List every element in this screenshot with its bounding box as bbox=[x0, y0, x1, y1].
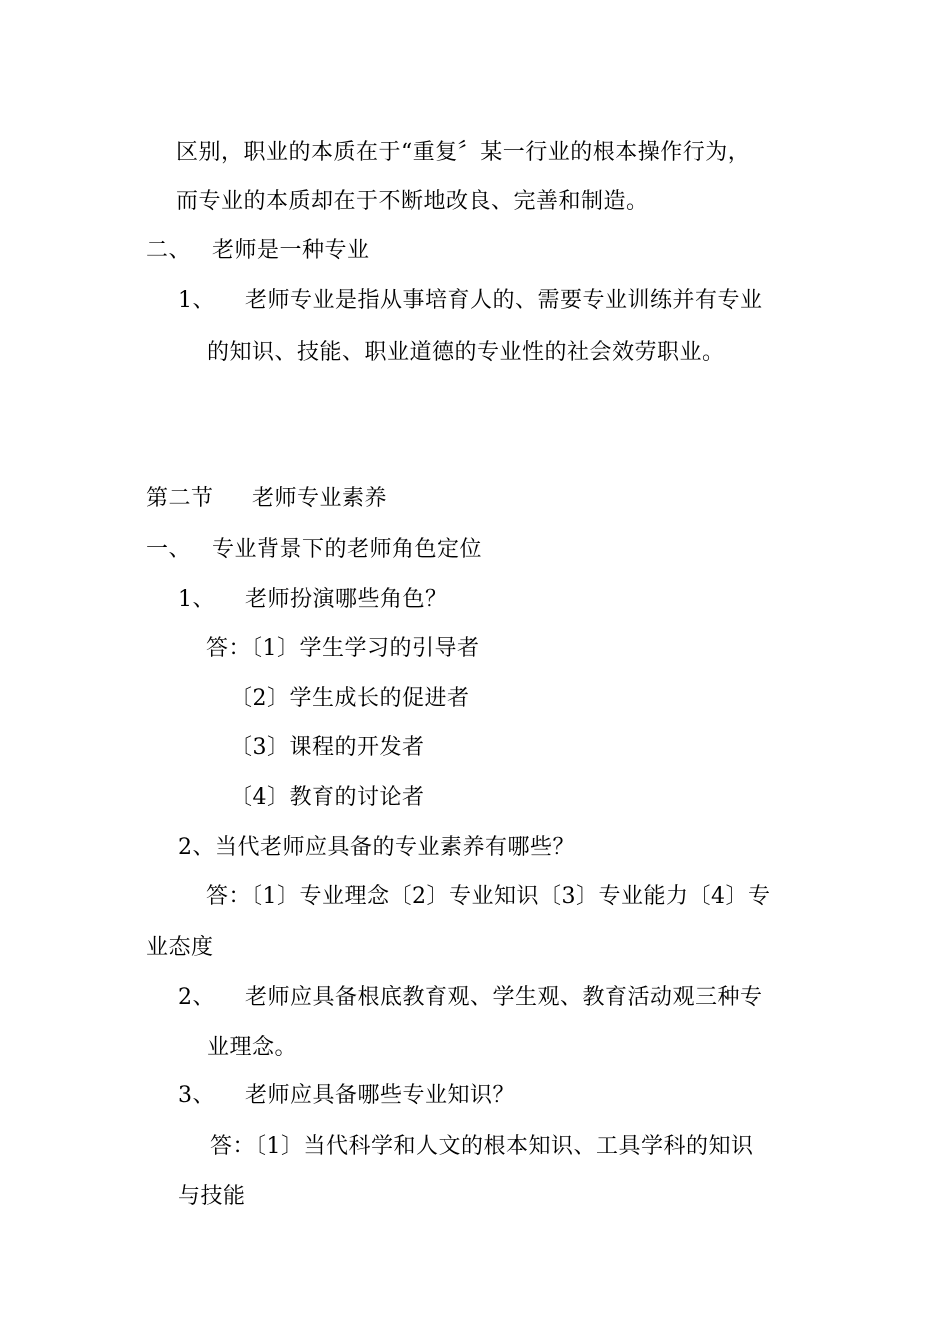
section-title: 专业背景下的老师角色定位 bbox=[212, 537, 483, 562]
item-text: 老师扮演哪些角色？ bbox=[245, 587, 448, 612]
item-number: 3、 bbox=[178, 1083, 215, 1108]
chapter-title: 老师专业素养 bbox=[252, 486, 388, 511]
paragraph-line: 而专业的本质却在于不断地改良、完善和制造。 bbox=[176, 189, 649, 214]
answer-line: 与技能 bbox=[178, 1184, 246, 1209]
question-line: 2、当代老师应具备的专业素养有哪些？ bbox=[178, 835, 575, 860]
chapter-number: 第二节 bbox=[146, 486, 214, 511]
answer-line: 〔2〕学生成长的促进者 bbox=[230, 686, 470, 711]
item-text: 老师应具备哪些专业知识？ bbox=[245, 1083, 516, 1108]
chapter-heading bbox=[146, 484, 388, 514]
list-item bbox=[178, 585, 448, 615]
item-text: 老师专业是指从事培育人的、需要专业训练并有专业 bbox=[245, 288, 763, 313]
answer-line: 答：〔1〕专业理念〔2〕专业知识〔3〕专业能力〔4〕专 bbox=[206, 884, 771, 909]
answer-line: 答：〔1〕学生学习的引导者 bbox=[206, 636, 480, 661]
section-number: 一、 bbox=[146, 537, 192, 562]
answer-line: 答：〔1〕当代科学和人文的根本知识、工具学科的知识 bbox=[210, 1134, 754, 1159]
answer-line: 业态度 bbox=[146, 935, 214, 960]
item-number: 1、 bbox=[178, 587, 215, 612]
list-item bbox=[178, 1081, 516, 1111]
section-heading bbox=[146, 236, 370, 266]
paragraph-line: 业理念。 bbox=[207, 1035, 298, 1060]
item-number: 1、 bbox=[178, 288, 215, 313]
item-text: 老师应具备根底教育观、学生观、教育活动观三种专 bbox=[245, 985, 763, 1010]
section-title: 老师是一种专业 bbox=[212, 238, 370, 263]
section-number: 二、 bbox=[146, 238, 192, 263]
list-item bbox=[178, 286, 763, 316]
answer-line: 〔3〕课程的开发者 bbox=[230, 735, 425, 760]
list-item bbox=[178, 983, 763, 1013]
section-heading bbox=[146, 535, 483, 565]
paragraph-line: 的知识、技能、职业道德的专业性的社会效劳职业。 bbox=[207, 340, 725, 365]
item-number: 2、 bbox=[178, 985, 215, 1010]
answer-line: 〔4〕教育的讨论者 bbox=[230, 785, 425, 810]
paragraph-line: 区别，职业的本质在于“重复〞某一行业的根本操作行为， bbox=[176, 140, 751, 165]
